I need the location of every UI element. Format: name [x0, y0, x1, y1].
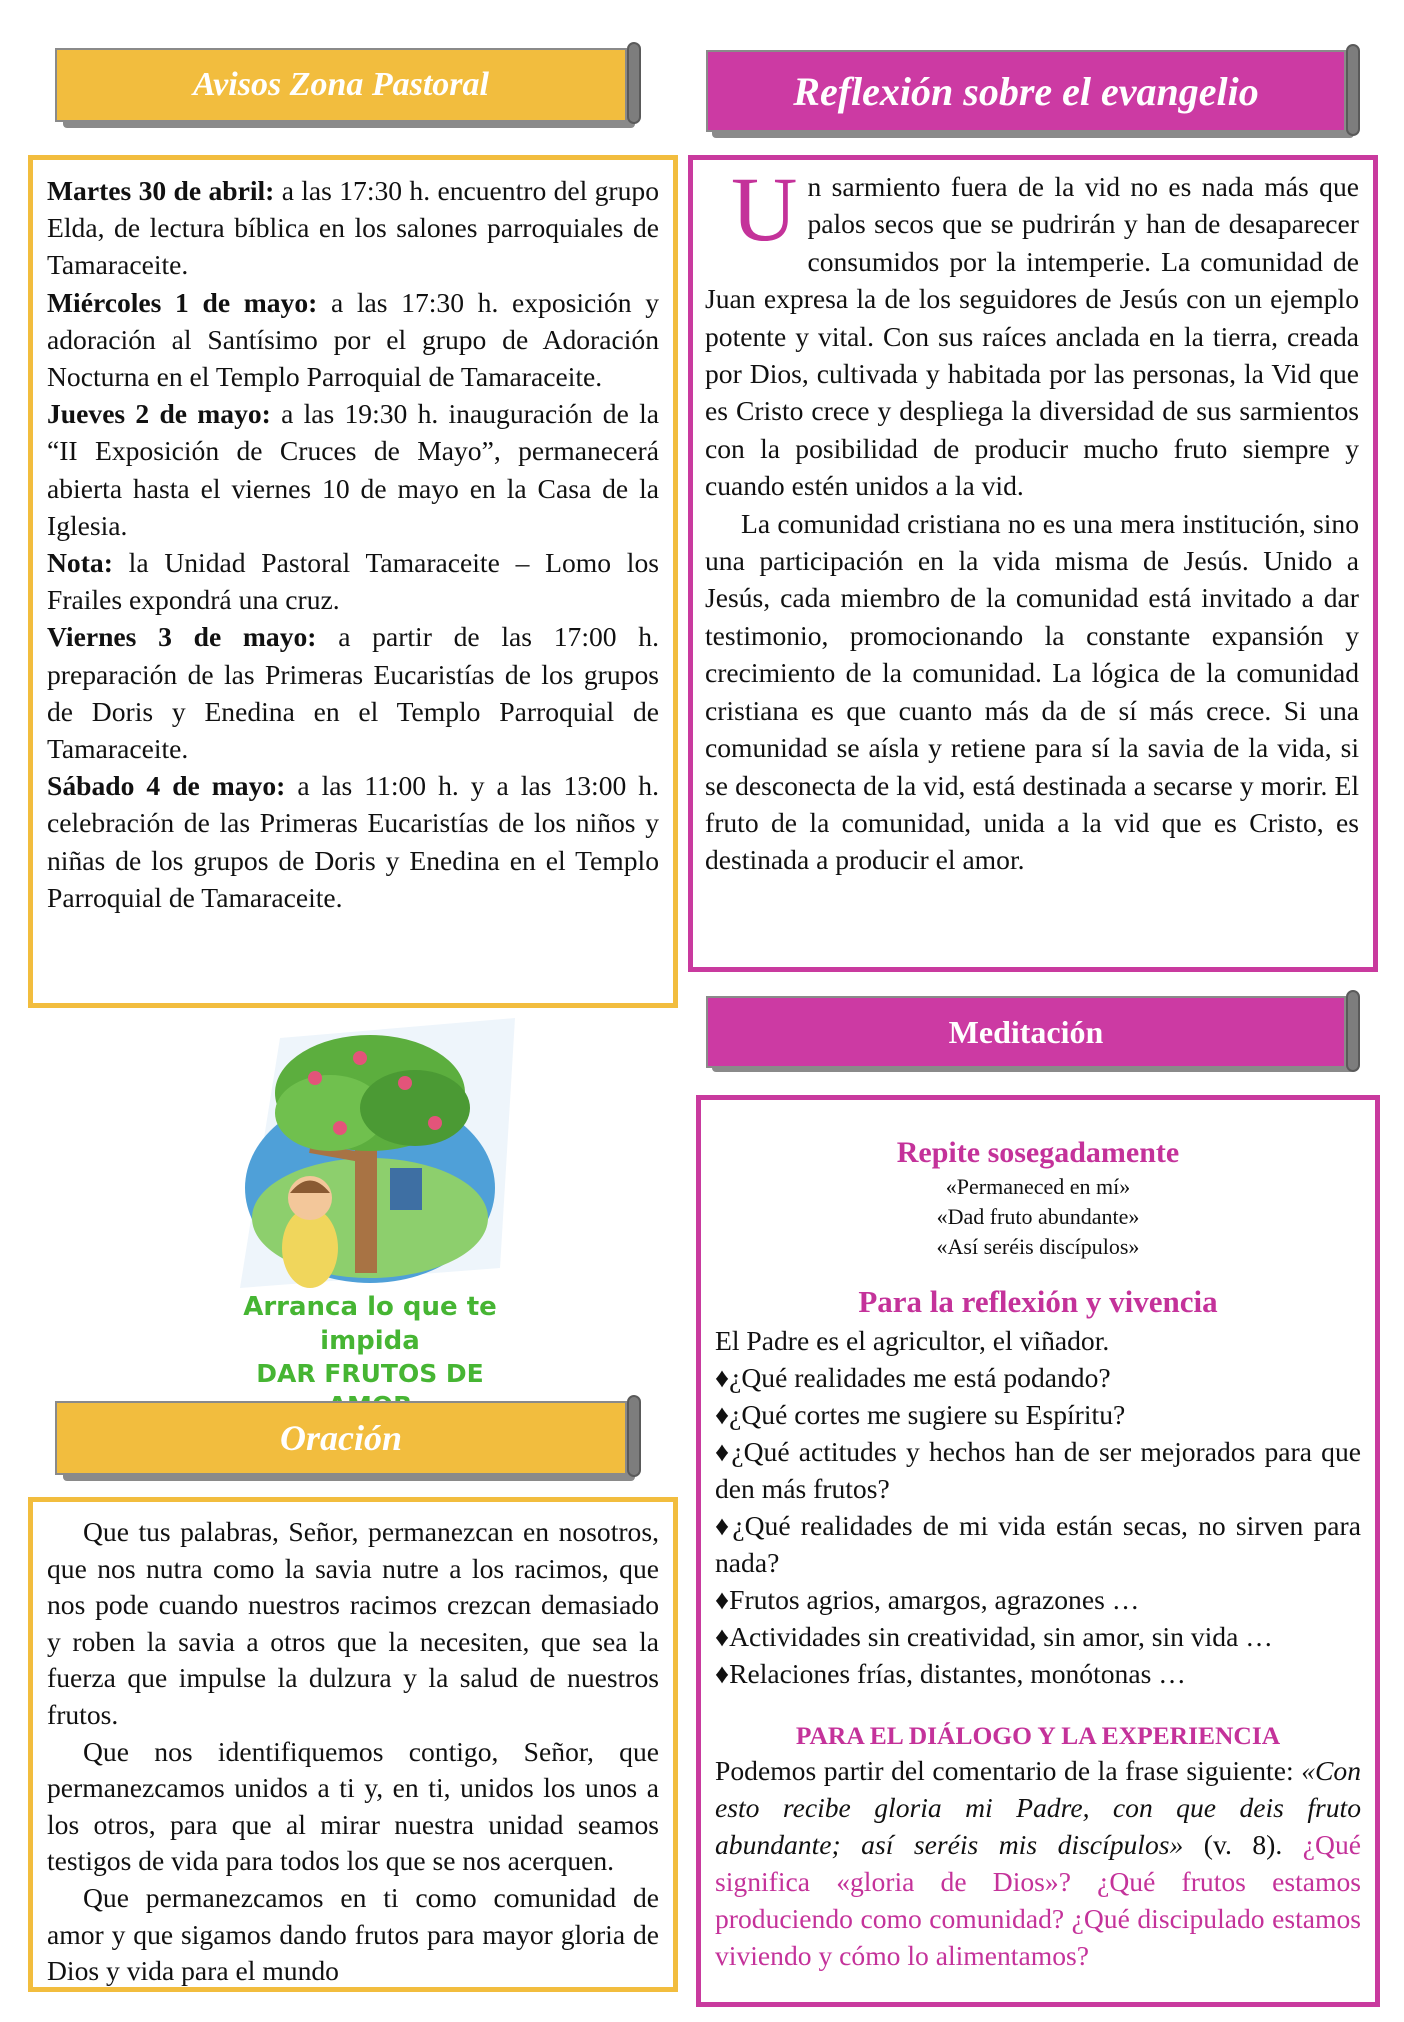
bullet-text: ¿Qué realidades de mi vida están secas, no sirven para nada?: [715, 1510, 1361, 1578]
diamond-bullet-icon: ♦: [715, 1510, 733, 1541]
aviso-date: Miércoles 1 de mayo:: [47, 286, 318, 318]
aviso-text: a las 19:30 h. inauguración de la “II Exposición de Cruces de Mayo”, permanecerá abierta hasta el viernes 10 de mayo en la Casa de la Iglesia.: [47, 398, 659, 541]
bullet-item: [715, 1359, 1361, 1396]
bullet-item: [715, 1581, 1361, 1618]
bullet-list: [715, 1359, 1361, 1692]
bullet-text: Frutos agrios, amargos, agrazones …: [729, 1584, 1140, 1615]
bullet-item: [715, 1507, 1361, 1581]
oracion-paragraph: Que tus palabras, Señor, permanezcan en nosotros, que nos nutra como la savia nutre a los racimos, que nos pode cuando nuestros racimos crezcan demasiado y roben la savia a otros que la necesiten, que sea la fuerza que impulse la dulzura y la salud de nuestros frutos.: [47, 1516, 659, 1730]
diamond-bullet-icon: ♦: [715, 1658, 730, 1689]
aviso-item: [47, 284, 659, 396]
avisos-list: [47, 172, 659, 916]
dialogo-lead: Podemos partir del comentario de la frase siguiente:: [715, 1755, 1302, 1786]
oracion-banner: [55, 1395, 645, 1487]
bullet-item: [715, 1618, 1361, 1655]
dialogo-ref: (v. 8).: [1183, 1829, 1303, 1860]
bullet-item: [715, 1396, 1361, 1433]
aviso-date: Jueves 2 de mayo:: [47, 398, 271, 430]
reflexion-text: [705, 158, 1359, 879]
tree-illustration: [220, 1018, 520, 1318]
aviso-item: [47, 767, 659, 916]
avisos-banner: [55, 42, 645, 132]
dialogo-text: [715, 1752, 1361, 1974]
aviso-text: a partir de las 17:00 h. preparación de las Primeras Eucaristías de los grupos de Doris y Enedina en el Templo Parroquial de Tamaraceite.: [47, 621, 659, 765]
repite-line: «Dad fruto abundante»: [936, 1204, 1140, 1229]
bullet-item: [715, 1655, 1361, 1692]
avisos-box: [28, 155, 678, 1008]
repite-list: [715, 1172, 1361, 1262]
dialogo-quote: «Con esto recibe gloria mi Padre, con que deis fruto abundante; así seréis mis discípulos»: [715, 1755, 1361, 1860]
oracion-paragraph: Que nos identifiquemos contigo, Señor, que permanezcamos unidos a ti y, en ti, unidos los unos a los otros, para que al mirar nuestra unidad seamos testigos de vida para todos los que se nos acerquen.: [47, 1735, 659, 1877]
aviso-item: [47, 544, 659, 618]
dialogo-title: PARA EL DIÁLOGO Y LA EXPERIENCIA: [795, 1721, 1281, 1750]
oracion-title: Oración: [279, 1418, 402, 1458]
aviso-date: Martes 30 de abril:: [47, 175, 275, 206]
bullet-text: ¿Qué actitudes y hechos han de ser mejorados para que den más frutos?: [715, 1436, 1361, 1504]
aviso-text: la Unidad Pastoral Tamaraceite – Lomo los Frailes expondrá una cruz.: [47, 547, 659, 616]
aviso-date: Sábado 4 de mayo:: [47, 770, 286, 802]
aviso-date: Nota:: [47, 547, 113, 579]
reflexion-box: [688, 155, 1378, 972]
bullet-text: Actividades sin creatividad, sin amor, sin vida …: [729, 1621, 1273, 1652]
diamond-bullet-icon: ♦: [715, 1436, 732, 1467]
illustration: [220, 1018, 520, 1388]
oracion-paragraph: Que permanezcamos en ti como comunidad de amor y que sigamos dando frutos para mayor gloria de Dios y vida para el mundo: [47, 1881, 659, 1987]
meditacion-banner: [706, 990, 1366, 1085]
reflexion-banner: [706, 44, 1366, 144]
oracion-text: [47, 1514, 659, 1990]
caption-line1: Arranca lo que te impida: [243, 1292, 497, 1356]
bullet-text: Relaciones frías, distantes, monótonas …: [729, 1658, 1186, 1689]
dropcap: U: [731, 158, 798, 260]
diamond-bullet-icon: ♦: [715, 1399, 730, 1430]
diamond-bullet-icon: ♦: [715, 1362, 730, 1393]
repite-line: «Permaneced en mí»: [945, 1174, 1131, 1199]
reflexion-p2: La comunidad cristiana no es una mera institución, sino una participación en la vida misma de Jesús. Unido a Jesús, cada miembro de la comunidad está invitado a dar testimonio, promocionando la constante expansión y crecimiento de la comunidad. La lógica de la comunidad cristiana es que cuanto más da de sí más crece. Si una comunidad se aísla y retiene para sí la savia de la vida, si se desconecta de la vid, está destinada a secarse y morir. El fruto de la comunidad, unida a la vid que es Cristo, es destinada a producir el amor.: [705, 507, 1359, 876]
aviso-item: [47, 395, 659, 544]
caption-line2: DAR FRUTOS DE: [256, 1359, 484, 1388]
bullet-item: [715, 1433, 1361, 1507]
aviso-text: a las 11:00 h. y a las 13:00 h. celebración de las Primeras Eucaristías de los niños y niñas de los grupos de Doris y Enedina en el Templo Parroquial de Tamaraceite.: [47, 770, 659, 913]
diamond-bullet-icon: ♦: [715, 1621, 730, 1652]
oracion-box: [28, 1497, 678, 1992]
bullet-text: ¿Qué realidades me está podando?: [729, 1362, 1111, 1393]
diamond-bullet-icon: ♦: [715, 1584, 730, 1615]
repite-line: «Así seréis discípulos»: [936, 1234, 1140, 1259]
meditacion-box: [696, 1095, 1380, 2007]
avisos-title: Avisos Zona Pastoral: [193, 66, 489, 103]
aviso-text: a las 17:30 h. encuentro del grupo Elda, de lectura bíblica en los salones parroquiales de Tamaraceite.: [47, 175, 659, 281]
aviso-date: Viernes 3 de mayo:: [47, 621, 317, 653]
aviso-item: [47, 618, 659, 767]
meditacion-intro: El Padre es el agricultor, el viñador.: [715, 1325, 1110, 1356]
reflexion-vivencia-title: Para la reflexión y vivencia: [858, 1284, 1218, 1319]
meditacion-title: Meditación: [948, 1013, 1104, 1050]
reflexion-title: Reflexión sobre el evangelio: [793, 68, 1259, 114]
repite-title: Repite sosegadamente: [896, 1136, 1180, 1169]
aviso-item: [47, 172, 659, 284]
bullet-text: ¿Qué cortes me sugiere su Espíritu?: [729, 1399, 1126, 1430]
dialogo-questions: ¿Qué significa «gloria de Dios»? ¿Qué frutos estamos produciendo como comunidad? ¿Qué discipulado estamos viviendo y cómo lo alimentamos?: [715, 1829, 1361, 1971]
aviso-text: a las 17:30 h. exposición y adoración al Santísimo por el grupo de Adoración Nocturna en el Templo Parroquial de Tamaraceite.: [47, 286, 659, 393]
reflexion-p1: n sarmiento fuera de la vid no es nada más que palos secos que se pudrirán y han de desaparecer consumidos por la intemperie. La comunidad de Juan expresa la de los seguidores de Jesús con un ejemplo potente y vital. Con sus raíces anclada en la tierra, creada por Dios, cultivada y habitada por las personas, la Vid que es Cristo crece y despliega la diversidad de sus sarmientos con la posibilidad de producir mucho fruto siempre y cuando estén unidos a la vid.: [705, 171, 1359, 502]
